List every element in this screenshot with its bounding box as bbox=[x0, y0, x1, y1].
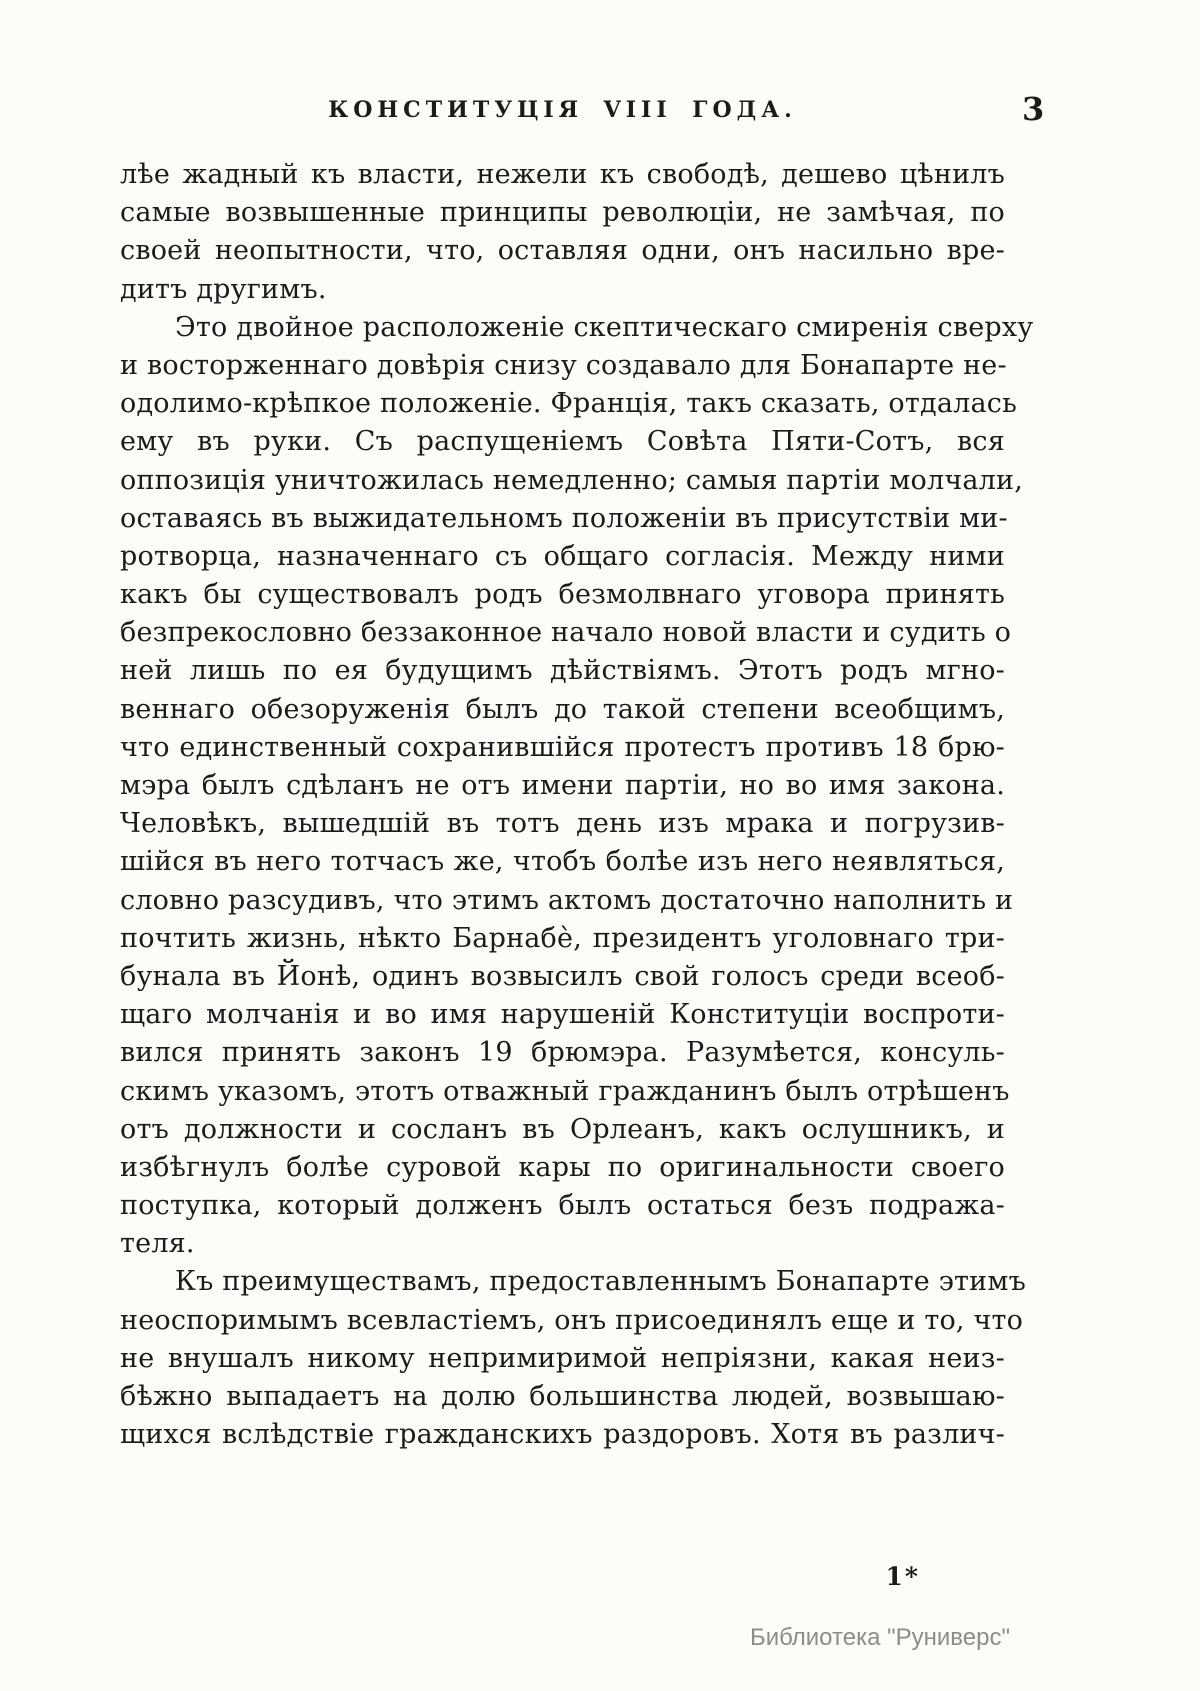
text-line: щихся вслѣдствіе гражданскихъ раздоровъ. Хотя въ различ- bbox=[120, 1419, 1005, 1451]
text-line: не внушалъ никому непримиримой непріязни, какая неиз- bbox=[120, 1342, 1005, 1374]
text-line: оставаясь въ выжидательномъ положеніи въ присутствіи ми- bbox=[120, 502, 1008, 534]
text-line: ней лишь по ея будущимъ дѣйствіямъ. Этотъ родъ мгно- bbox=[120, 655, 1005, 687]
text-line: Къ преимуществамъ, предоставленнымъ Бонапарте этимъ bbox=[175, 1266, 1026, 1298]
text-line: теля. bbox=[120, 1228, 195, 1260]
text-line: оппозиція уничтожилась немедленно; самыя партіи молчали, bbox=[120, 464, 1024, 496]
text-line: Человѣкъ, вышедшій въ тотъ день изъ мрака и погрузив- bbox=[120, 808, 1005, 840]
text-line: самые возвышенные принципы революціи, не замѣчая, по bbox=[120, 197, 1005, 229]
signature-mark: 1* bbox=[885, 1562, 920, 1591]
text-line: шійся въ него тотчасъ же, чтобъ болѣе изъ него неявляться, bbox=[120, 846, 1005, 878]
text-line: бѣжно выпадаетъ на долю большинства людей, возвышаю- bbox=[120, 1381, 1005, 1412]
text-line: бунала въ Йонѣ, одинъ возвысилъ свой голосъ среди всеоб- bbox=[120, 960, 1005, 992]
text-line: мэра былъ сдѣланъ не отъ имени партіи, но во имя закона. bbox=[120, 770, 1005, 801]
text-line: веннаго обезоруженія былъ до такой степени всеобщимъ, bbox=[120, 693, 1005, 725]
text-line: безпрекословно беззаконное начало новой власти и судить о bbox=[120, 617, 1012, 649]
body-text bbox=[120, 156, 1034, 1454]
text-line: лѣе жадный къ власти, нежели къ свободѣ, дешево цѣнилъ bbox=[120, 159, 1005, 190]
text-line: почтить жизнь, нѣкто Барнабѐ, президентъ уголовнаго три- bbox=[120, 922, 1005, 954]
text-line: щаго молчанія и во имя нарушеній Конституціи воспроти- bbox=[120, 999, 1005, 1031]
text-line: Это двойное расположеніе скептическаго смиренія сверху bbox=[175, 311, 1034, 343]
text-line: своей неопытности, что, оставляя одни, онъ насильно вре- bbox=[120, 235, 1005, 267]
text-line: какъ бы существовалъ родъ безмолвнаго уговора принять bbox=[120, 579, 1005, 611]
text-line: вился принять законъ 19 брюмэра. Разумѣется, консуль- bbox=[120, 1037, 1005, 1069]
text-line: избѣгнулъ болѣе суровой кары по оригинальности своего bbox=[120, 1151, 1005, 1183]
text-line: дитъ другимъ. bbox=[120, 273, 327, 305]
library-watermark: Библиотека "Руниверс" bbox=[749, 1624, 1010, 1651]
text-line: скимъ указомъ, этотъ отважный гражданинъ былъ отрѣшенъ bbox=[120, 1075, 1010, 1107]
text-line: поступка, который долженъ былъ остаться безъ подража- bbox=[120, 1190, 1005, 1222]
text-line: словно разсудивъ, что этимъ актомъ достаточно наполнить и bbox=[120, 884, 1014, 916]
text-line: что единственный сохранившійся протестъ противъ 18 брю- bbox=[120, 731, 1005, 763]
running-title: КОНСТИТУЦІЯ VIII ГОДА. bbox=[328, 97, 797, 123]
text-line: отъ должности и сосланъ въ Орлеанъ, какъ ослушникъ, и bbox=[120, 1113, 1005, 1145]
text-line: неоспоримымъ всевластіемъ, онъ присоединялъ еще и то, что bbox=[120, 1304, 1024, 1336]
page-number: 3 bbox=[1022, 90, 1045, 128]
text-line: ему въ руки. Съ распущеніемъ Совѣта Пяти-Сотъ, вся bbox=[120, 426, 1005, 458]
text-line: ротворца, назначеннаго съ общаго согласія. Между ними bbox=[120, 540, 1005, 572]
text-line: одолимо-крѣпкое положеніе. Франція, такъ сказать, отдалась bbox=[120, 388, 1017, 420]
text-line: и восторженнаго довѣрія снизу создавало для Бонапарте не- bbox=[120, 349, 1007, 381]
